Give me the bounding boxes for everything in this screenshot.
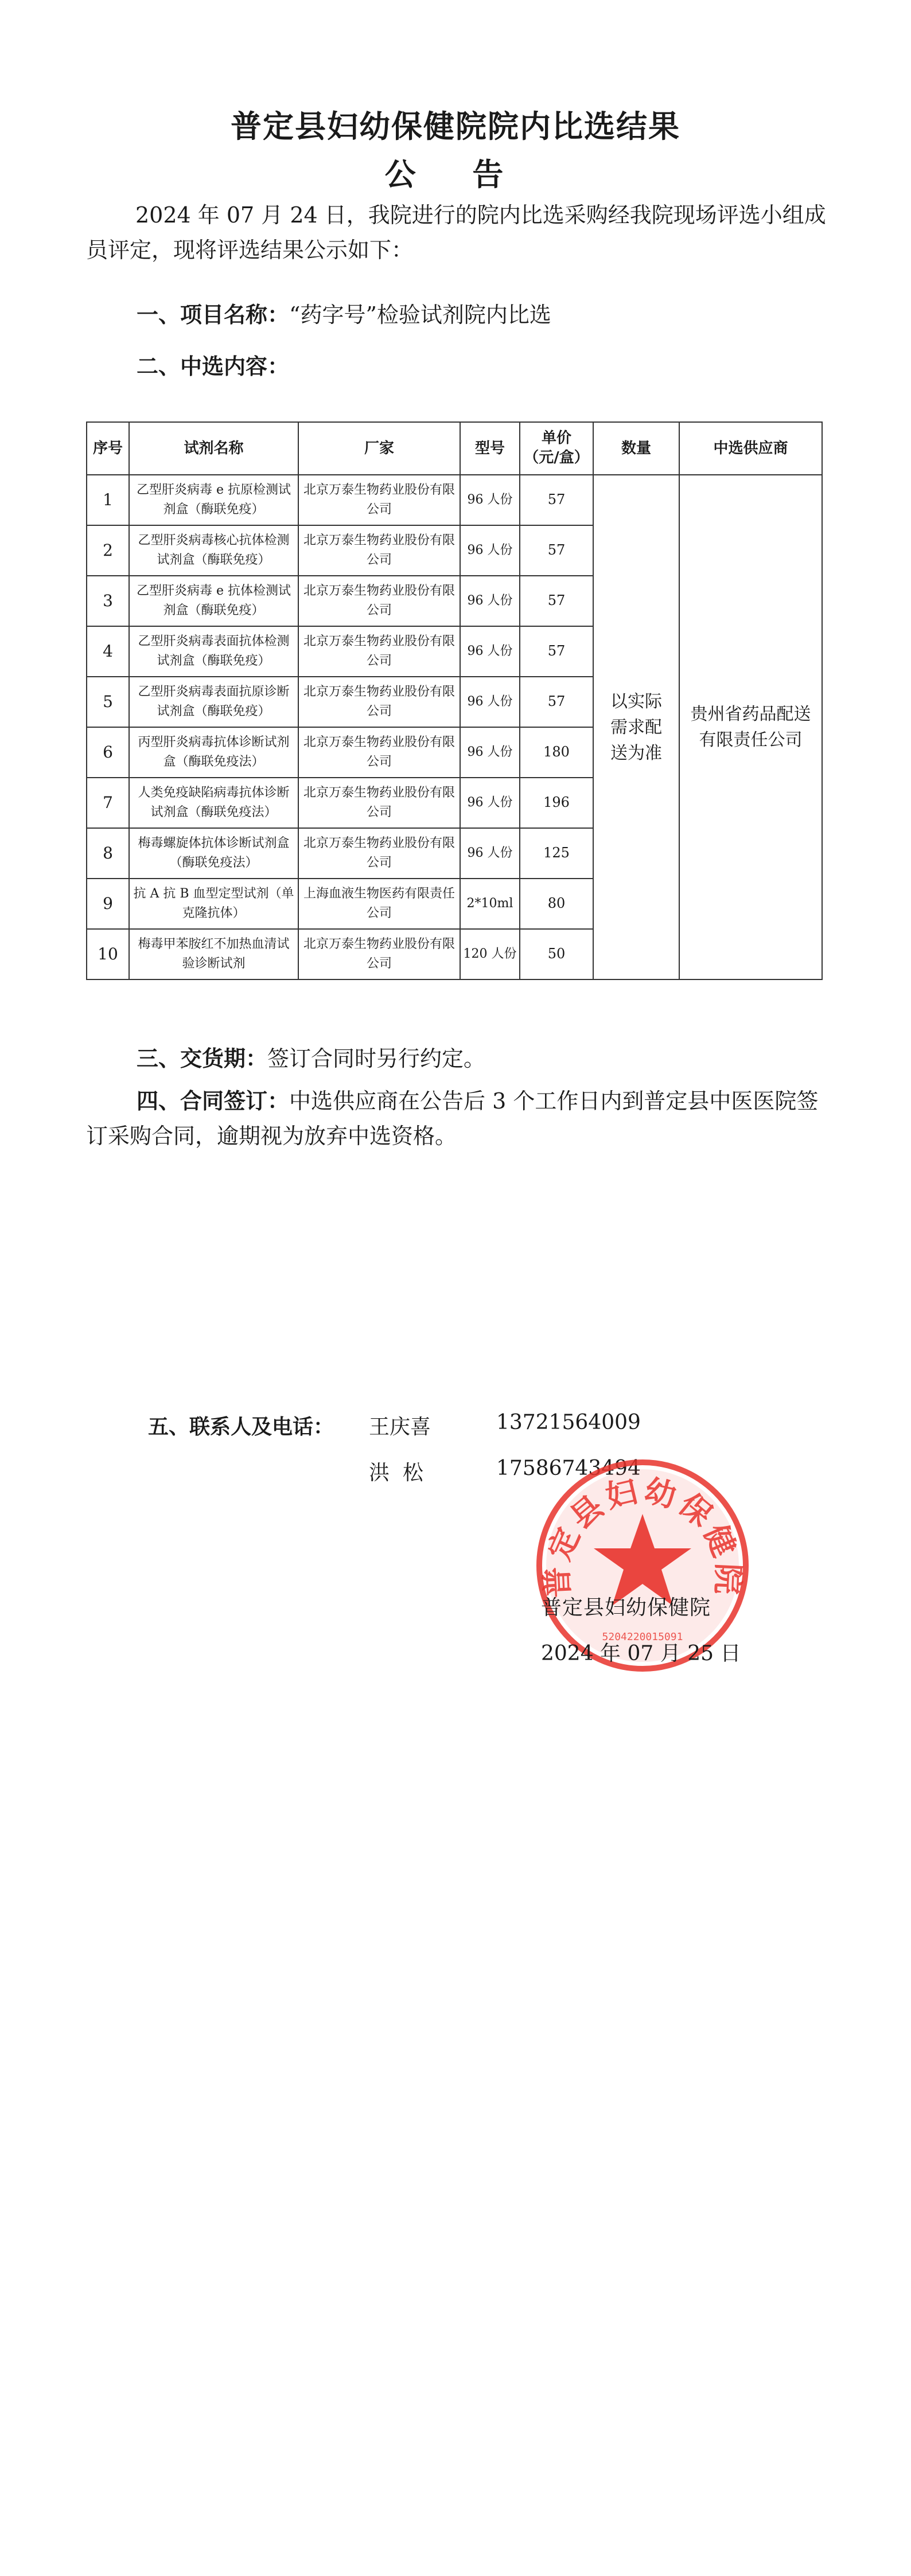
cell-model: 96 人份 — [460, 727, 520, 778]
cell-name: 人类免疫缺陷病毒抗体诊断试剂盒（酶联免疫法） — [129, 778, 298, 828]
section-contract — [86, 1084, 826, 1154]
cell-no: 8 — [87, 828, 129, 879]
contact-1-phone: 13721564009 — [496, 1411, 641, 1434]
header-model: 型号 — [460, 422, 520, 475]
section-3-label: 三、交货期： — [137, 1045, 268, 1071]
cell-no: 5 — [87, 677, 129, 727]
cell-maker: 北京万泰生物药业股份有限公司 — [298, 828, 460, 879]
section-3-value: 签订合同时另行约定。 — [267, 1046, 486, 1071]
cell-price: 57 — [520, 475, 593, 525]
cell-name: 梅毒螺旋体抗体诊断试剂盒（酶联免疫法） — [129, 828, 298, 879]
cell-quantity: 以实际需求配送为准 — [593, 475, 679, 979]
footer-org: 普定县妇幼保健院 — [541, 1596, 711, 1619]
cell-maker: 上海血液生物医药有限责任公司 — [298, 879, 460, 929]
cell-no: 4 — [87, 626, 129, 677]
cell-price: 57 — [520, 525, 593, 576]
cell-maker: 北京万泰生物药业股份有限公司 — [298, 929, 460, 979]
table-row — [87, 475, 822, 525]
cell-price: 80 — [520, 879, 593, 929]
header-price: 单价 （元/盒） — [520, 422, 593, 475]
cell-price: 196 — [520, 778, 593, 828]
cell-price: 50 — [520, 929, 593, 979]
contact-1-name: 王庆喜 — [369, 1415, 431, 1439]
cell-model: 96 人份 — [460, 525, 520, 576]
section-2-label: 二、中选内容： — [137, 353, 290, 379]
header-supplier: 中选供应商 — [679, 422, 822, 475]
cell-price: 57 — [520, 626, 593, 677]
page-subtitle: 公 告 — [384, 156, 527, 193]
section-4-label: 四、合同签订： — [137, 1088, 290, 1114]
section-project-name — [137, 297, 551, 329]
header-name: 试剂名称 — [129, 422, 298, 475]
cell-no: 7 — [87, 778, 129, 828]
cell-no: 6 — [87, 727, 129, 778]
section-4-value: 中选供应商在公告后 3 个工作日内到普定县中医医院签订采购合同，逾期视为放弃中选资格。 — [86, 1088, 819, 1149]
cell-name: 乙型肝炎病毒核心抗体检测试剂盒（酶联免疫） — [129, 525, 298, 576]
header-quantity: 数量 — [593, 422, 679, 475]
cell-name: 乙型肝炎病毒 e 抗原检测试剂盒（酶联免疫） — [129, 475, 298, 525]
cell-supplier: 贵州省药品配送有限责任公司 — [679, 475, 822, 979]
cell-name: 乙型肝炎病毒 e 抗体检测试剂盒（酶联免疫） — [129, 576, 298, 626]
cell-model: 96 人份 — [460, 778, 520, 828]
cell-model: 96 人份 — [460, 475, 520, 525]
cell-maker: 北京万泰生物药业股份有限公司 — [298, 475, 460, 525]
seal-text: 普定县妇幼保健院 — [538, 1472, 748, 1599]
cell-model: 96 人份 — [460, 626, 520, 677]
table-header-row — [87, 422, 822, 475]
cell-no: 3 — [87, 576, 129, 626]
section-delivery — [137, 1041, 485, 1072]
intro-paragraph: 2024 年 07 月 24 日，我院进行的院内比选采购经我院现场评选小组成员评定，现将评选结果公示如下： — [86, 202, 826, 263]
seal-code: 5204220015091 — [602, 1631, 683, 1643]
cell-name: 乙型肝炎病毒表面抗体检测试剂盒（酶联免疫） — [129, 626, 298, 677]
cell-name: 乙型肝炎病毒表面抗原诊断试剂盒（酶联免疫） — [129, 677, 298, 727]
cell-model: 2*10ml — [460, 879, 520, 929]
cell-name: 抗 A 抗 B 血型定型试剂（单克隆抗体） — [129, 879, 298, 929]
section-5-label: 五、联系人及电话： — [148, 1415, 334, 1439]
page-title: 普定县妇幼保健院院内比选结果 — [231, 108, 680, 145]
contact-2-name: 洪 松 — [369, 1461, 423, 1485]
header-maker: 厂家 — [298, 422, 460, 475]
cell-maker: 北京万泰生物药业股份有限公司 — [298, 677, 460, 727]
section-1-label: 一、项目名称： — [137, 302, 290, 327]
cell-price: 57 — [520, 576, 593, 626]
cell-no: 2 — [87, 525, 129, 576]
cell-model: 96 人份 — [460, 677, 520, 727]
cell-price: 180 — [520, 727, 593, 778]
cell-price: 57 — [520, 677, 593, 727]
cell-no: 9 — [87, 879, 129, 929]
header-no: 序号 — [87, 422, 129, 475]
cell-name: 梅毒甲苯胺红不加热血清试验诊断试剂 — [129, 929, 298, 979]
cell-name: 丙型肝炎病毒抗体诊断试剂盒（酶联免疫法） — [129, 727, 298, 778]
cell-maker: 北京万泰生物药业股份有限公司 — [298, 525, 460, 576]
footer-date: 2024 年 07 月 25 日 — [541, 1642, 741, 1665]
contact-2-phone: 17586743494 — [496, 1457, 641, 1480]
cell-maker: 北京万泰生物药业股份有限公司 — [298, 778, 460, 828]
cell-maker: 北京万泰生物药业股份有限公司 — [298, 727, 460, 778]
section-1-value: “药字号”检验试剂院内比选 — [289, 302, 551, 327]
cell-model: 120 人份 — [460, 929, 520, 979]
cell-model: 96 人份 — [460, 576, 520, 626]
cell-price: 125 — [520, 828, 593, 879]
results-table — [86, 421, 823, 980]
cell-no: 10 — [87, 929, 129, 979]
cell-maker: 北京万泰生物药业股份有限公司 — [298, 576, 460, 626]
cell-model: 96 人份 — [460, 828, 520, 879]
cell-maker: 北京万泰生物药业股份有限公司 — [298, 626, 460, 677]
cell-no: 1 — [87, 475, 129, 525]
